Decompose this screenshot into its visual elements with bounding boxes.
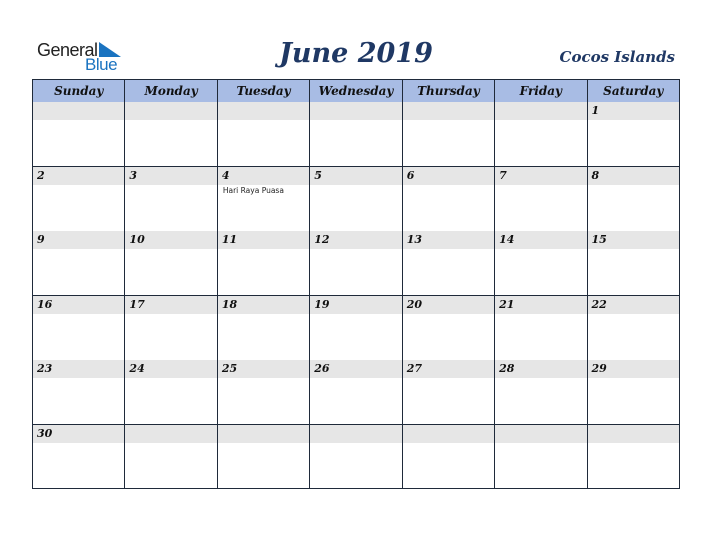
day-cell[interactable]	[33, 296, 125, 360]
day-cell[interactable]	[218, 102, 310, 166]
weekday-wednesday: Wednesday	[310, 80, 402, 102]
day-cell[interactable]	[495, 167, 587, 231]
day-header-band	[403, 167, 494, 185]
logo-text-general: General	[37, 40, 98, 60]
day-cell[interactable]	[310, 360, 402, 424]
calendar-grid	[32, 79, 680, 489]
day-header-band	[588, 425, 679, 443]
logo-text-blue: Blue	[85, 55, 118, 74]
day-cell[interactable]	[403, 425, 495, 489]
day-cell[interactable]	[495, 425, 587, 489]
day-number: 25	[221, 362, 238, 375]
day-number: 29	[591, 362, 607, 375]
week-row	[33, 167, 679, 232]
day-header-band	[33, 231, 124, 249]
day-number: 17	[129, 297, 145, 311]
holiday-label: Hari Raya Puasa	[222, 185, 284, 195]
day-number: 10	[129, 233, 145, 246]
day-cell[interactable]	[310, 102, 402, 166]
day-cell[interactable]	[588, 296, 679, 360]
weekday-monday: Monday	[125, 80, 217, 102]
day-header-band	[218, 167, 309, 185]
day-cell[interactable]	[218, 167, 310, 231]
day-cell[interactable]	[588, 425, 679, 489]
day-cell[interactable]	[310, 296, 402, 360]
day-number: 30	[37, 426, 53, 440]
day-header-band	[33, 167, 124, 185]
day-number: 28	[499, 362, 515, 375]
day-number: 7	[499, 168, 507, 182]
day-number: 13	[406, 233, 422, 246]
country-name: Cocos Islands	[559, 48, 675, 66]
day-number: 15	[591, 233, 607, 246]
day-cell[interactable]	[125, 102, 217, 166]
week-row	[33, 360, 679, 425]
day-cell[interactable]	[310, 167, 402, 231]
day-cell[interactable]	[33, 360, 125, 424]
day-number: 14	[499, 233, 515, 246]
day-number: 3	[129, 168, 138, 182]
day-header-band	[218, 425, 309, 443]
day-number: 22	[591, 297, 607, 311]
day-number: 24	[129, 362, 145, 375]
week-row	[33, 102, 679, 167]
day-header-band	[495, 167, 586, 185]
day-cell[interactable]	[33, 167, 125, 231]
day-number: 11	[221, 233, 238, 246]
day-header-band	[125, 102, 216, 120]
day-cell[interactable]	[218, 425, 310, 489]
day-header-band	[403, 425, 494, 443]
day-cell[interactable]	[218, 296, 310, 360]
day-number: 8	[591, 168, 600, 182]
weekday-sunday: Sunday	[33, 80, 125, 102]
day-cell[interactable]	[125, 360, 217, 424]
day-cell[interactable]	[33, 231, 125, 295]
day-cell[interactable]	[403, 102, 495, 166]
day-header-band	[310, 167, 401, 185]
weekday-tuesday: Tuesday	[218, 80, 310, 102]
day-number: 12	[314, 233, 330, 246]
day-header-band	[403, 102, 494, 120]
day-cell[interactable]	[588, 167, 679, 231]
day-number: 23	[37, 362, 53, 375]
day-number: 21	[499, 297, 515, 311]
day-cell[interactable]	[125, 231, 217, 295]
day-cell[interactable]	[495, 360, 587, 424]
day-number: 4	[221, 168, 230, 182]
day-cell[interactable]	[495, 102, 587, 166]
week-row	[33, 296, 679, 361]
day-header-band	[310, 425, 401, 443]
weekday-thursday: Thursday	[403, 80, 495, 102]
day-cell[interactable]	[310, 425, 402, 489]
day-cell[interactable]	[588, 360, 679, 424]
day-header-band	[125, 425, 216, 443]
day-number: 9	[37, 233, 45, 246]
day-number: 27	[406, 362, 422, 375]
day-cell[interactable]	[218, 231, 310, 295]
day-cell[interactable]	[588, 102, 679, 166]
day-number: 2	[37, 168, 45, 182]
day-cell[interactable]	[495, 296, 587, 360]
day-cell[interactable]	[403, 231, 495, 295]
day-header-band	[125, 167, 216, 185]
weekday-saturday: Saturday	[603, 84, 664, 98]
day-number: 26	[314, 362, 330, 375]
weekday-header-row	[33, 80, 679, 103]
day-header-band	[33, 102, 124, 120]
day-number: 18	[221, 297, 238, 311]
day-number: 1	[591, 104, 600, 117]
day-number: 16	[37, 297, 53, 311]
day-cell[interactable]	[403, 167, 495, 231]
day-number: 19	[314, 297, 330, 311]
day-header-band	[588, 102, 679, 120]
day-header-band	[495, 425, 586, 443]
day-cell[interactable]	[125, 425, 217, 489]
day-header-band	[588, 167, 679, 185]
day-header-band	[495, 102, 586, 120]
day-cell[interactable]	[403, 296, 495, 360]
day-number: 5	[314, 168, 322, 182]
day-cell[interactable]	[33, 425, 125, 489]
week-row	[33, 231, 679, 296]
day-cell[interactable]	[218, 360, 310, 424]
day-cell[interactable]	[495, 231, 587, 295]
day-cell[interactable]	[125, 296, 217, 360]
day-cell[interactable]	[310, 231, 402, 295]
weekday-friday: Friday	[495, 80, 587, 102]
day-number: 6	[406, 168, 415, 182]
day-cell[interactable]	[403, 360, 495, 424]
day-cell[interactable]	[588, 231, 679, 295]
day-number: 20	[406, 297, 422, 311]
day-header-band	[218, 102, 309, 120]
day-cell[interactable]	[33, 102, 125, 166]
page-title: June 2019	[279, 38, 433, 69]
day-header-band	[310, 102, 401, 120]
day-cell[interactable]	[125, 167, 217, 231]
week-row	[33, 425, 679, 489]
